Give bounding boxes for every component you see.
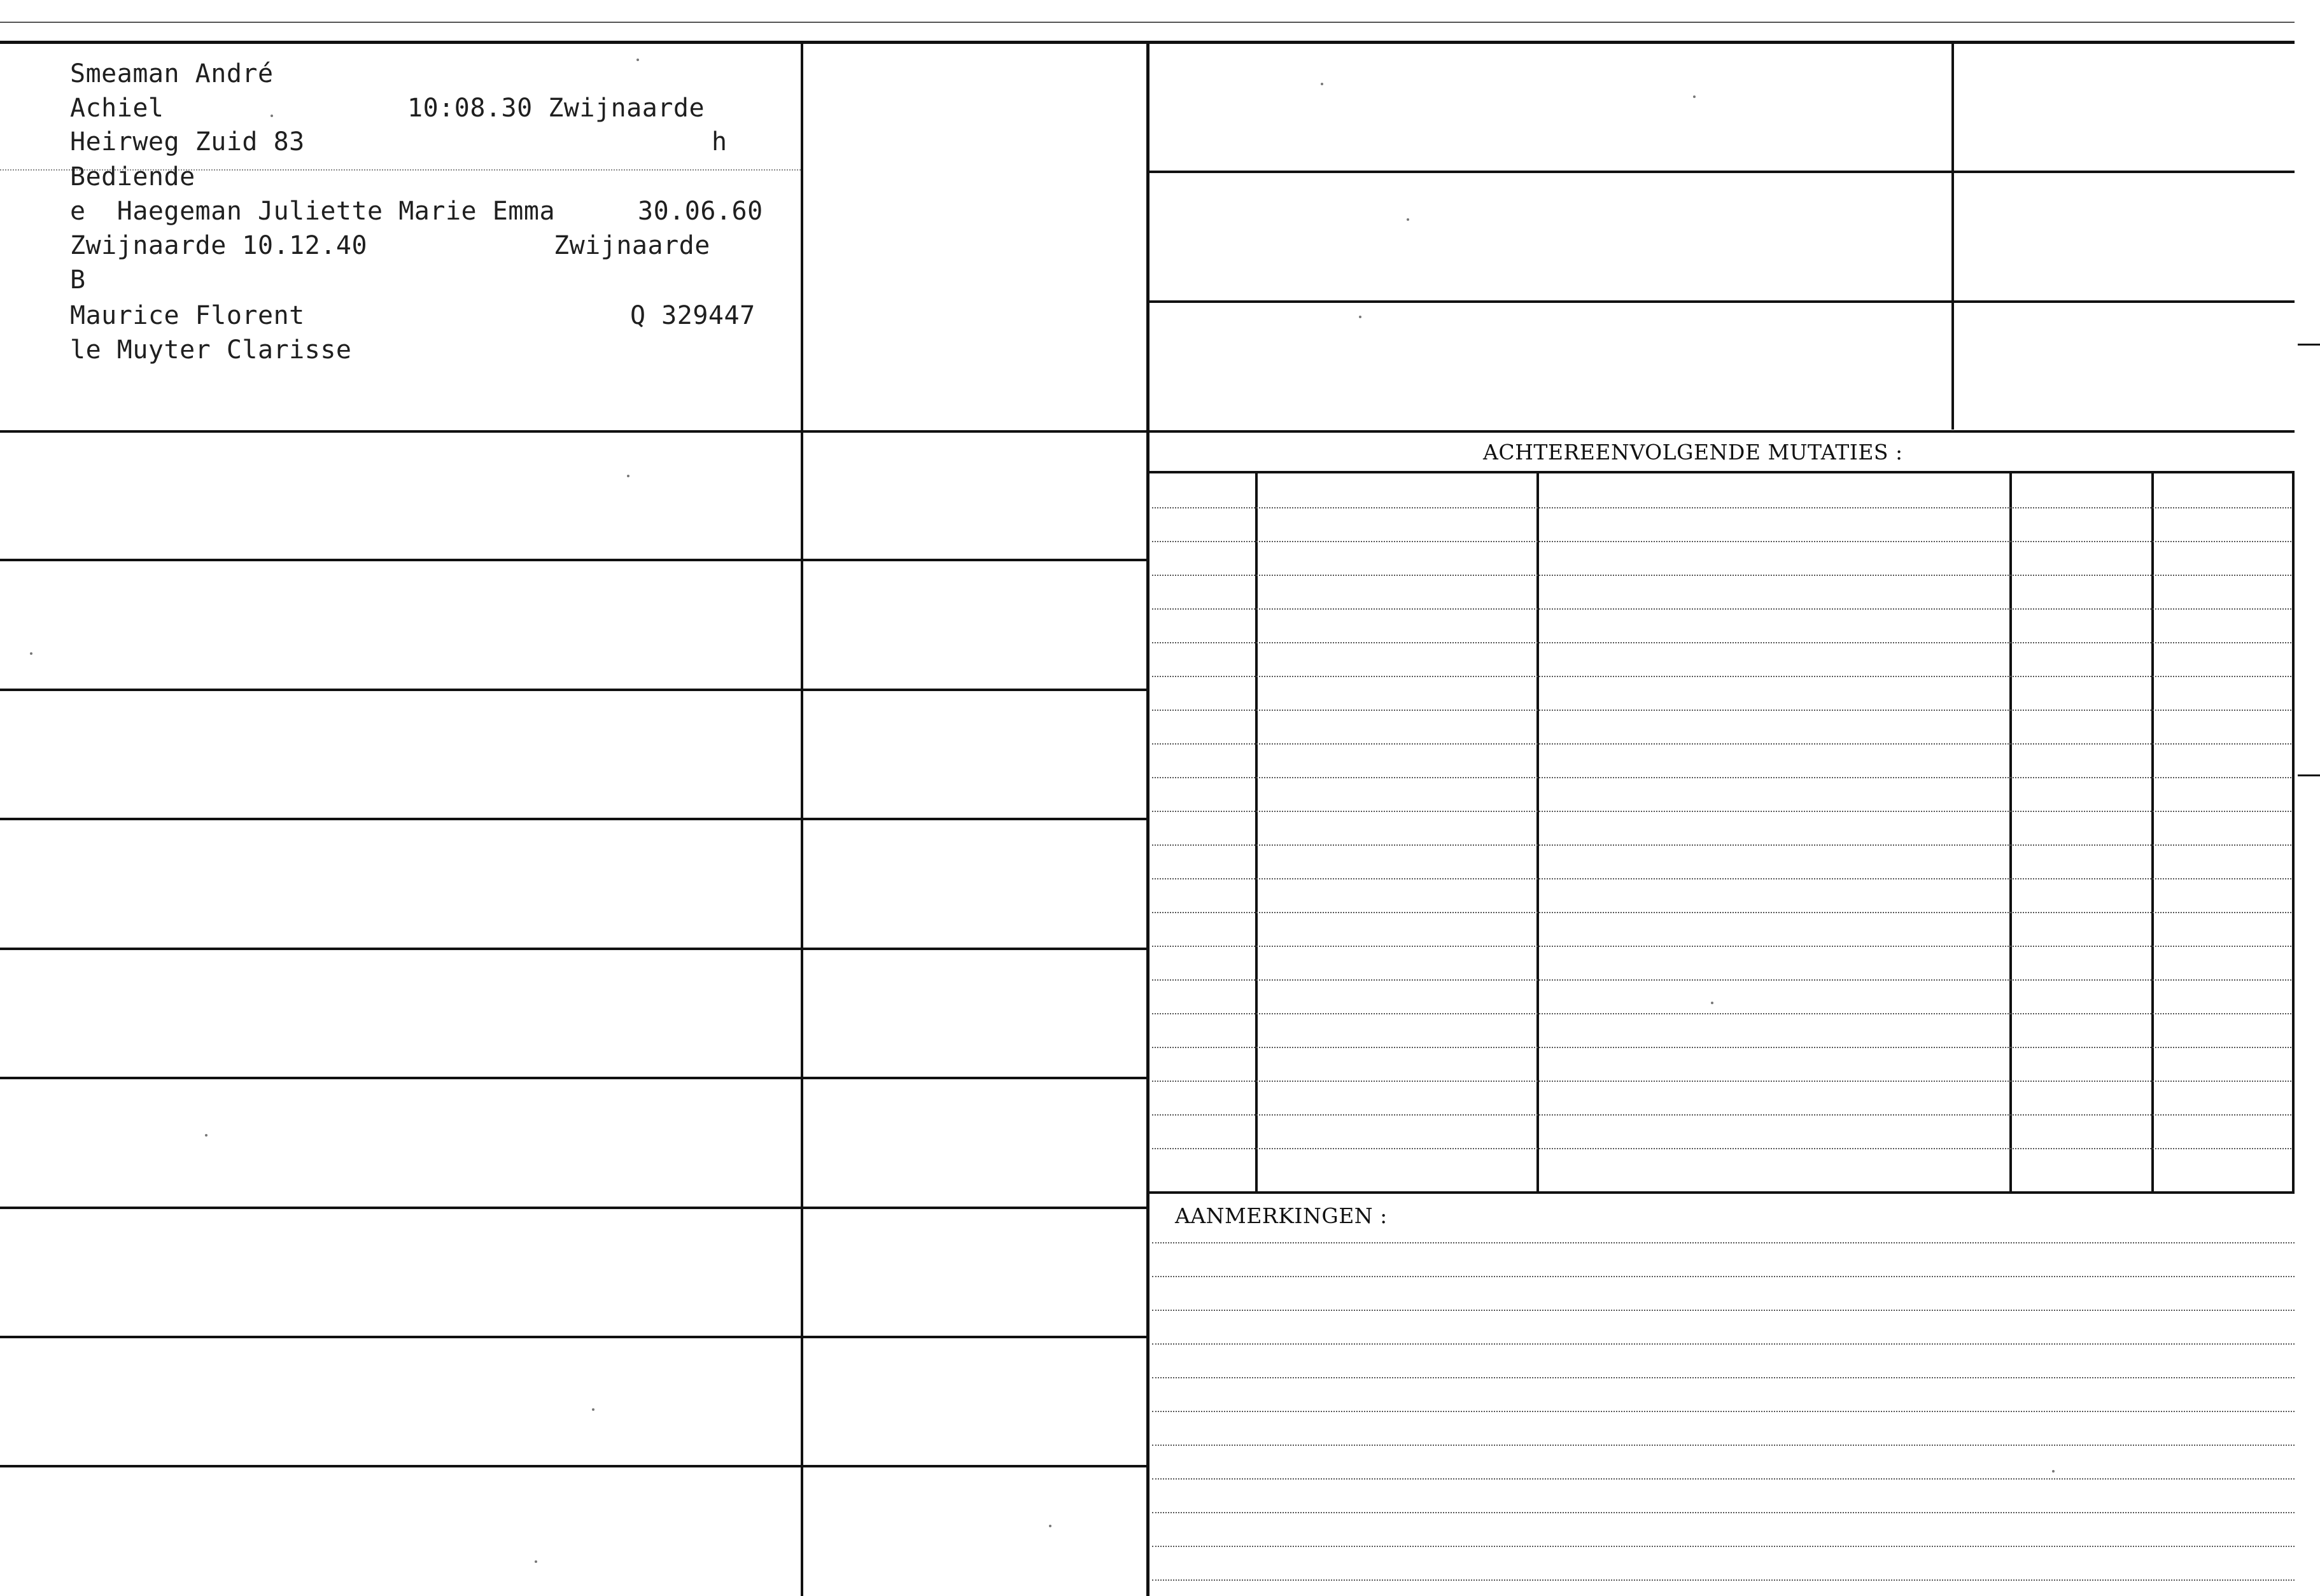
row-separator-1 — [0, 430, 1146, 433]
mutation-ruled-line — [1152, 710, 2291, 711]
mutation-ruled-line — [1152, 811, 2291, 812]
scan-speck — [205, 1134, 207, 1137]
mutation-ruled-line — [1152, 676, 2291, 677]
record-address: Heirweg Zuid 83 — [70, 127, 305, 157]
remark-ruled-line — [1152, 1343, 2295, 1345]
row-separator-2 — [0, 559, 1146, 561]
mutations-bottom-border — [1149, 1191, 2295, 1194]
mutation-ruled-line — [1152, 642, 2291, 643]
remark-ruled-line — [1152, 1242, 2295, 1243]
record-father: Maurice Florent — [70, 301, 305, 330]
scan-speck — [271, 115, 273, 117]
scan-speck — [535, 1560, 537, 1563]
remark-ruled-line — [1152, 1512, 2295, 1513]
record-letter: B — [70, 265, 86, 295]
column-divider-2 — [1146, 44, 1149, 1596]
mutation-ruled-line — [1152, 608, 2291, 610]
right-row-separator-3 — [1149, 430, 2295, 433]
margin-tick-2 — [2298, 774, 2320, 776]
record-spouse: e Haegeman Juliette Marie Emma — [70, 197, 556, 226]
mutations-col-divider-1 — [1255, 473, 1258, 1191]
remark-ruled-line — [1152, 1411, 2295, 1412]
record-mark: h — [712, 127, 728, 157]
mutation-ruled-line — [1152, 507, 2291, 508]
record-spouse-birth: Zwijnaarde 10.12.40 — [70, 231, 368, 260]
mutations-col-divider-4 — [2151, 473, 2154, 1191]
scan-speck — [1359, 316, 1361, 318]
remarks-heading: AANMERKINGEN : — [1175, 1203, 1388, 1228]
column-divider-3 — [1951, 44, 1954, 430]
mutations-right-border — [2292, 473, 2295, 1191]
remark-ruled-line — [1152, 1579, 2295, 1581]
mutations-col-divider-2 — [1536, 473, 1539, 1191]
record-given-name: Achiel — [70, 94, 164, 123]
remark-ruled-line — [1152, 1445, 2295, 1446]
record-number: Q 329447 — [630, 301, 756, 330]
mutations-top-border — [1149, 471, 2295, 473]
top-border-thin — [0, 22, 2295, 23]
mutation-ruled-line — [1152, 575, 2291, 576]
mutation-ruled-line — [1152, 1148, 2291, 1149]
record-birth-date-place: 10:08.30 Zwijnaarde — [407, 94, 705, 123]
row-separator-5 — [0, 948, 1146, 950]
mutation-ruled-line — [1152, 844, 2291, 846]
remark-ruled-line — [1152, 1276, 2295, 1277]
row-separator-7 — [0, 1207, 1146, 1209]
remark-ruled-line — [1152, 1478, 2295, 1480]
scan-speck — [2052, 1470, 2055, 1473]
mutations-col-divider-3 — [2009, 473, 2012, 1191]
mutation-ruled-line — [1152, 878, 2291, 879]
record-marriage-date: 30.06.60 — [638, 197, 763, 226]
mutation-ruled-line — [1152, 1114, 2291, 1116]
mutation-ruled-line — [1152, 912, 2291, 913]
mutation-ruled-line — [1152, 1047, 2291, 1048]
mutation-ruled-line — [1152, 979, 2291, 981]
record-occupation: Bediende — [70, 162, 195, 192]
scan-speck — [1407, 218, 1409, 221]
mutation-ruled-line — [1152, 777, 2291, 778]
remark-ruled-line — [1152, 1546, 2295, 1547]
mutation-ruled-line — [1152, 1081, 2291, 1082]
mutation-ruled-line — [1152, 946, 2291, 947]
record-line-1: Smeaman André — [70, 59, 274, 88]
scan-speck — [627, 475, 629, 477]
mutation-ruled-line — [1152, 743, 2291, 745]
scan-speck — [1711, 1002, 1713, 1004]
mutation-ruled-line — [1152, 541, 2291, 542]
mutations-heading: ACHTEREENVOLGENDE MUTATIES : — [1483, 440, 1903, 465]
row-separator-6 — [0, 1077, 1146, 1079]
remark-ruled-line — [1152, 1310, 2295, 1311]
scan-speck — [592, 1408, 594, 1411]
record-mother: le Muyter Clarisse — [70, 335, 352, 365]
row-separator-3 — [0, 689, 1146, 691]
scan-speck — [1321, 83, 1323, 85]
record-marriage-place: Zwijnaarde — [554, 231, 710, 260]
mutation-ruled-line — [1152, 1013, 2291, 1014]
scan-speck — [1049, 1525, 1051, 1527]
remark-ruled-line — [1152, 1377, 2295, 1378]
margin-tick-1 — [2298, 344, 2320, 346]
right-row-separator-1 — [1149, 171, 2295, 173]
row-separator-8 — [0, 1336, 1146, 1338]
scan-speck — [30, 652, 32, 655]
scan-speck — [1693, 95, 1696, 98]
row-separator-4 — [0, 818, 1146, 820]
scan-speck — [636, 59, 639, 61]
row-separator-9 — [0, 1465, 1146, 1467]
right-row-separator-2 — [1149, 300, 2295, 303]
